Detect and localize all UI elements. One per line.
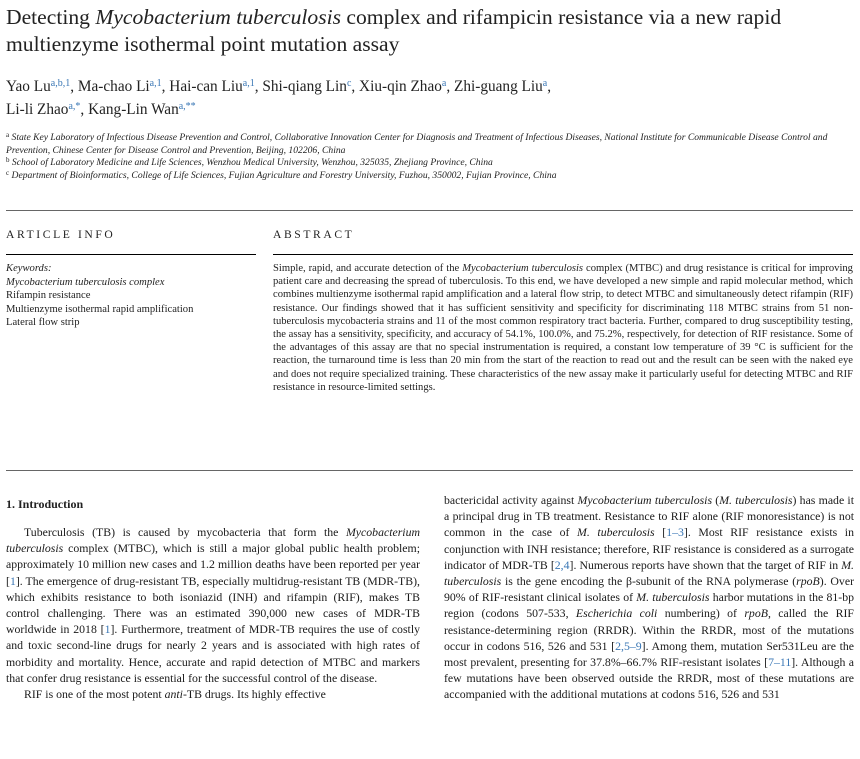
author-list <box>6 75 851 121</box>
keyword-item <box>6 276 256 290</box>
author-affiliation-link[interactable]: a,1 <box>242 78 255 89</box>
text-segment: [ <box>654 525 667 540</box>
author-separator: , <box>547 78 552 95</box>
author-affiliation-link[interactable]: a,1 <box>149 78 162 89</box>
italic-segment: M. tuberculosis <box>636 590 710 605</box>
intro-paragraph-continued <box>444 492 854 703</box>
text-segment: ) has made it a principal drug in TB treatment. Resistance to RIF alone (RIF monoresistance) is not common in the case of <box>444 493 854 540</box>
author[interactable] <box>262 78 359 95</box>
abstract-heading: ABSTRACT <box>273 228 355 241</box>
abstract-bottom-divider <box>6 470 853 471</box>
affiliation-marker: a <box>6 131 10 139</box>
intro-paragraph-2 <box>6 686 420 702</box>
affiliation <box>6 132 851 157</box>
keywords-block <box>6 262 256 330</box>
author-name: Yao Lu <box>6 78 51 95</box>
author[interactable] <box>88 101 196 118</box>
affiliation <box>6 170 851 183</box>
author-separator: , <box>254 78 263 95</box>
text-segment: ]. Although a few mutations have been observed outside the RRDR, most of these mutations are accompanied with the additional mutations at codons 516, 526 and 531 <box>444 655 854 702</box>
abstract-divider <box>273 254 853 255</box>
italic-segment: rpoB <box>796 574 820 589</box>
italic-segment: Mycobacterium tuberculosis <box>6 525 420 556</box>
keywords-label: Keywords: <box>6 263 52 274</box>
text-segment: ]. Among them, mutation Ser531Leu are the most prevalent, presenting for 37.8%–66.7% RIF-resistant isolates [ <box>444 638 854 670</box>
affiliation-text: School of Laboratory Medicine and Life Sciences, Wenzhou Medical University, Wenzhou, 325035, Zhejiang Province, China <box>11 157 493 169</box>
author-affiliation-link[interactable]: a <box>542 78 548 89</box>
author-separator: , <box>70 78 78 95</box>
text-segment: ]. The emergence of drug-resistant TB, especially multidrug-resistant TB (MDR-TB), which exhibits resistance to both isoniazid (INH) and rifampin (RIF), makes TB control challenging. There was an estimated 390,000 new cases of MDR-TB worldwide in 2018 [ <box>6 573 420 637</box>
text-segment: ( <box>712 493 720 507</box>
author-affiliation-link[interactable]: c <box>346 78 352 89</box>
author-name: Kang-Lin Wan <box>88 101 179 118</box>
text-segment: Tuberculosis (TB) is caused by mycobacteria that form the <box>24 525 346 539</box>
citation-link[interactable]: 1 <box>104 622 111 637</box>
italic-segment: anti <box>164 687 183 702</box>
header-divider <box>6 210 853 211</box>
author-separator: , <box>446 78 454 95</box>
title-part-2: complex and rifampicin resistance via a new rapid multienzyme isothermal point mutation assay <box>6 5 782 56</box>
author-name: Xiu-qin Zhao <box>359 78 442 95</box>
author-name: Hai-can Liu <box>169 78 243 95</box>
author[interactable] <box>454 78 551 95</box>
author-separator: , <box>161 78 170 95</box>
affiliation-text: State Key Laboratory of Infectious Disease Prevention and Control, Collaborative Innovation Center for Diagnosis and Treatment of Infectious Diseases, National Institute for Communicable Disease Control and Prevention, Chinese Center for Disease Control and Prevention, Beijing, 102206, China <box>6 132 828 156</box>
citation-link[interactable]: 2,5–9 <box>615 638 642 653</box>
title-italic: Mycobacterium tuberculosis <box>95 5 342 29</box>
citation-link[interactable]: 1 <box>9 573 16 588</box>
author[interactable] <box>169 78 262 95</box>
author-separator: , <box>351 78 360 95</box>
author-name: Li-li Zhao <box>6 101 69 118</box>
author-name: Shi-qiang Lin <box>262 78 347 95</box>
text-segment: ). Over 90% of RIF-resistant clinical isolates of <box>444 574 854 605</box>
author-affiliation-link[interactable]: a,* <box>68 101 81 112</box>
affiliations <box>6 132 851 182</box>
italic-segment: M. tuberculosis <box>719 493 793 507</box>
text-segment: RIF is one of the most potent <box>24 687 165 702</box>
author-affiliation-link[interactable]: a,b,1 <box>50 78 71 89</box>
italic-segment: M. tuberculosis <box>577 525 655 540</box>
article-info-divider <box>6 254 256 255</box>
text-segment: , called the RIF resistance-determining region (RRDR). Within the RRDR, most of the mutations occur in codons 516, 526 and 531 [ <box>444 606 854 653</box>
text-segment: is the gene encoding the β-subunit of the RNA polymerase ( <box>501 574 797 589</box>
keyword-text: Mycobacterium tuberculosis complex <box>6 276 165 288</box>
italic-segment: Escherichia coli <box>575 606 658 621</box>
right-column <box>444 492 854 703</box>
text-segment: bactericidal activity against <box>444 493 578 507</box>
citation-link[interactable]: 2,4 <box>554 557 570 572</box>
affiliation <box>6 157 851 170</box>
text-segment: complex (MTBC), which is still a major global public health problem; approximately 10 million new cases and 1.2 million deaths have been reported per year [ <box>6 541 420 588</box>
article-title <box>6 4 851 58</box>
abstract-text <box>273 262 853 394</box>
author[interactable] <box>6 101 88 118</box>
left-column <box>6 524 420 702</box>
article-info-heading: ARTICLE INFO <box>6 228 116 241</box>
abstract-segment: complex (MTBC) and drug resistance is critical for improving patient care and decreasing the spread of tuberculosis. To this end, we have developed a new simple and rapid molecular method, which combines multienzyme isothermal rapid amplification and a lateral flow strip, to detect MTBC and simultaneously detect rifampin (RIF) resistance. Our findings showed that it has sufficient sensitivity and specificity for discriminating 118 MTBC strains from 51 non-tuberculosis mycobacteria strains and 11 of the most common respiratory tract bacteria. Further, compared to drug susceptibility testing, the assay has a sensitivity, specificity, and accuracy of 54.1%, 100.0%, and 75.2%, respectively, for detection of RIF resistance. Some of the advantages of this assay are that no special instrumentation is required, a constant low temperature of 39 °C is sufficient for the reaction, the turnaround time is less than 20 min from the start of the reaction to read out and the result can be seen with the naked eye and does not require specialized training. These characteristics of the new assay make it particularly useful for detecting MTBC and RIF resistance in resource-limited settings. <box>273 263 853 393</box>
text-segment: numbering) of <box>657 606 745 621</box>
abstract-italic: Mycobacterium tuberculosis <box>462 263 584 274</box>
citation-link[interactable]: 7–11 <box>768 655 792 670</box>
affiliation-marker: b <box>6 156 10 165</box>
abstract-segment: Simple, rapid, and accurate detection of the <box>273 263 463 274</box>
author[interactable] <box>359 78 454 95</box>
text-segment: ]. Most RIF resistance exists in conjunction with INH resistance; therefore, RIF resistance is considered as a surrogate indicator of MDR-TB [ <box>444 525 854 572</box>
keyword-item: Rifampin resistance <box>6 290 91 301</box>
author[interactable] <box>6 78 78 95</box>
text-segment: harbor mutations in the 81-bp region (codons 507-533, <box>444 590 854 621</box>
introduction-heading: 1. Introduction <box>6 497 84 511</box>
text-segment: ]. Numerous reports have shown that the target of RIF in <box>569 557 842 572</box>
text-segment: ]. Furthermore, treatment of MDR-TB requires the use of costly and toxic second-line drugs for nearly 2 years and is associated with high rates of morbidity and mortality. Hence, accurate and rapid detection of MTBC and markers that confer drug resistance is essential for the successful control of the disease. <box>6 622 420 685</box>
author-name: Ma-chao Li <box>77 78 150 95</box>
author-separator: , <box>80 101 89 118</box>
keyword-item: Lateral flow strip <box>6 317 80 328</box>
author-name: Zhi-guang Liu <box>454 78 543 95</box>
title-part-1: Detecting <box>6 5 96 29</box>
author-affiliation-link[interactable]: a <box>441 78 447 89</box>
affiliation-marker: c <box>6 168 10 177</box>
italic-segment: M. tuberculosis <box>444 557 854 589</box>
keyword-item: Multienzyme isothermal rapid amplification <box>6 303 194 315</box>
citation-link[interactable]: 1–3 <box>666 525 684 540</box>
affiliation-text: Department of Bioinformatics, College of Life Sciences, Fujian Agriculture and Forestry University, Fuzhou, 350002, Fujian Province, China <box>11 169 557 181</box>
author[interactable] <box>78 78 169 95</box>
italic-segment: Mycobacterium tuberculosis <box>577 493 713 507</box>
author-affiliation-link[interactable]: a,** <box>178 101 196 112</box>
text-segment: -TB drugs. Its highly effective <box>182 687 326 702</box>
intro-paragraph-1 <box>6 524 420 686</box>
italic-segment: rpoB <box>744 606 768 621</box>
